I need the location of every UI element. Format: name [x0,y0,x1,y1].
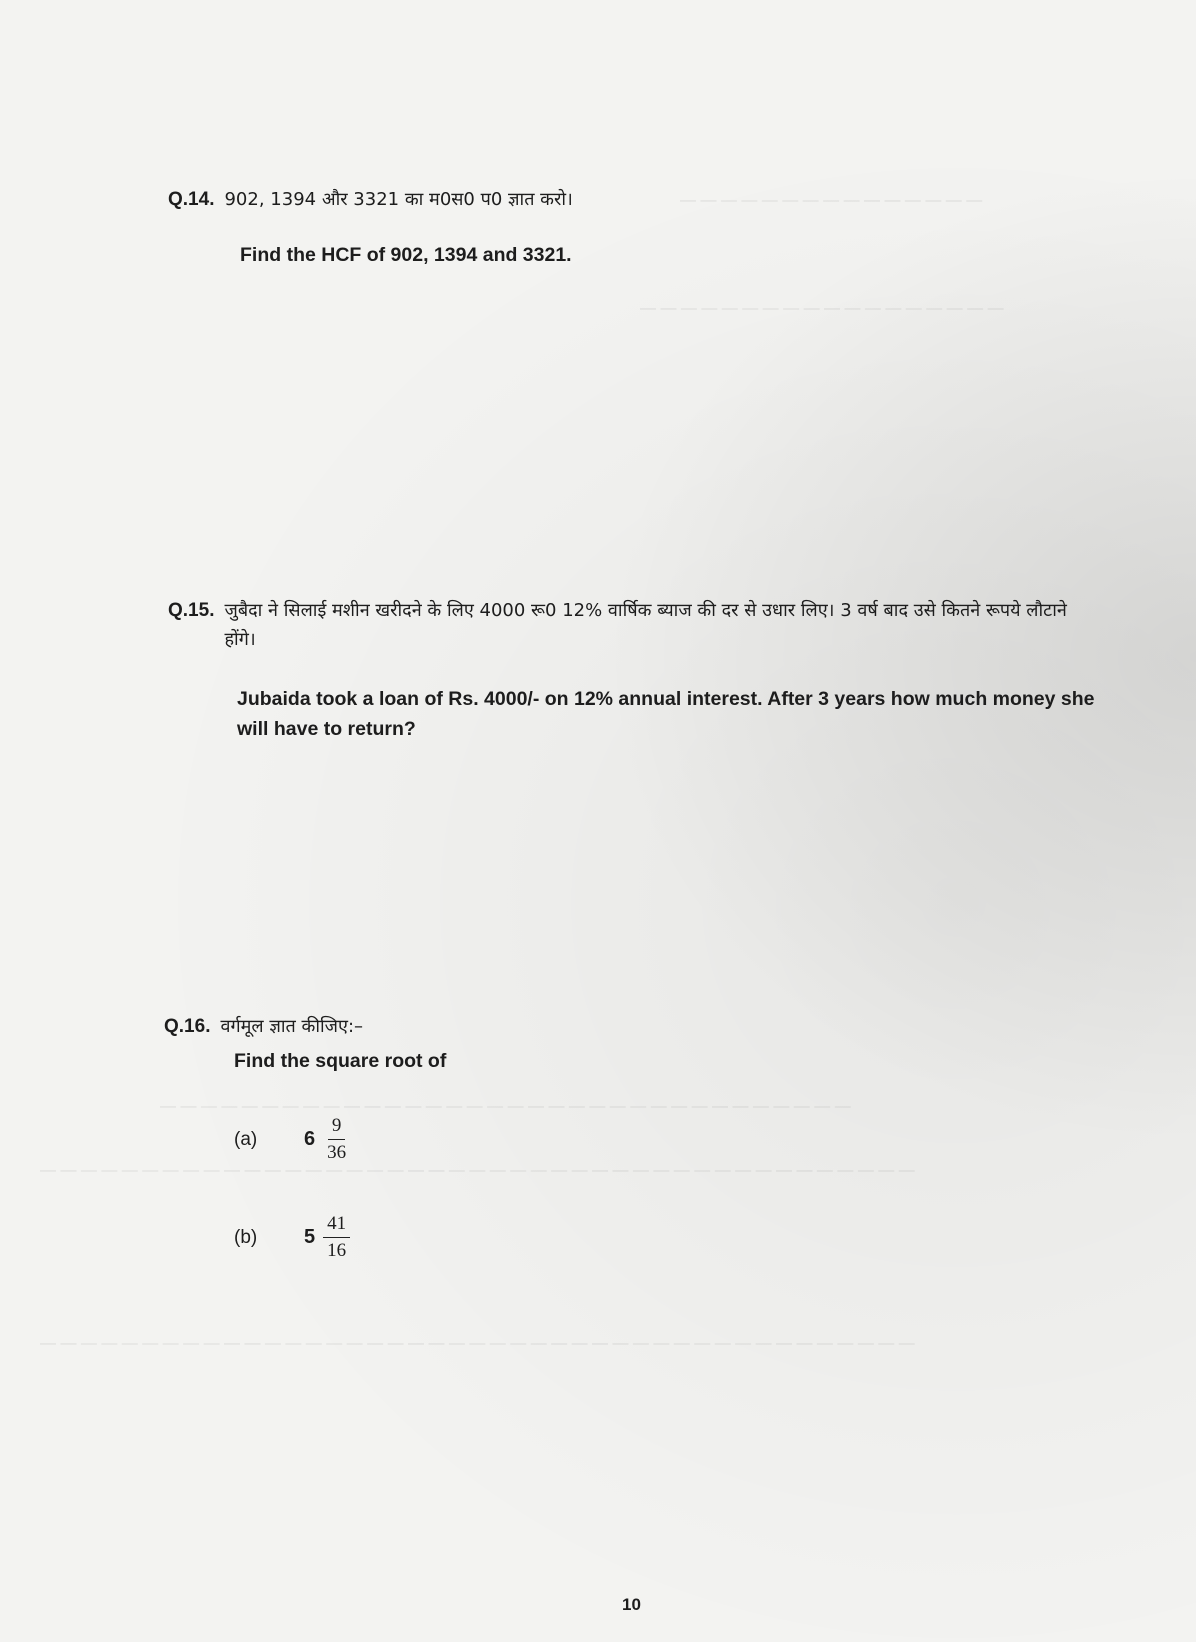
question-16-part-a [234,1115,350,1164]
bleed-through-3: — — — — — — — — — — — — — — — — — — — — — — — — — — — — — — — — — — [160,1098,851,1115]
bleed-through-1: — — — — — — — — — — — — — — — [680,192,983,209]
part-a-numerator: 9 [328,1115,346,1140]
part-a-label: (a) [234,1128,258,1150]
question-14-english-text: Find the HCF of 902, 1394 and 3321. [240,244,572,266]
part-a-whole: 6 [304,1128,316,1150]
question-15-hindi-text: जुबैदा ने सिलाई मशीन खरीदने के लिए 4000 रू0 12% वार्षिक ब्याज की दर से उधार लिए। 3 वर्ष बाद उसे कितने रूपये लौटाने होंगे। [224,600,1067,650]
part-b-whole: 5 [304,1226,316,1248]
bleed-through-4: — — — — — — — — — — — — — — — — — — — — — — — — — — — — — — — — — — — — — — — — — — — [40,1162,915,1179]
question-14-number: Q.14. [168,189,215,210]
question-16-hindi-text: वर्गमूल ज्ञात कीजिए:– [220,1016,364,1037]
question-14-hindi-text: 902, 1394 और 3321 का म0स0 प0 ज्ञात करो। [224,189,573,210]
question-15-english-text: Jubaida took a loan of Rs. 4000/- on 12% annual interest. After 3 years how much money she will have to return? [237,688,1095,740]
part-a-mixed-number [304,1115,350,1164]
part-a-denominator: 36 [327,1142,347,1163]
question-14-hindi-row [168,185,1068,214]
part-b-mixed-number [304,1213,350,1262]
question-15-hindi-row [168,596,1108,654]
question-15-number: Q.15. [168,600,215,621]
part-b-label: (b) [234,1226,258,1248]
question-16-hindi-row [164,1012,1064,1041]
bleed-through-2: — — — — — — — — — — — — — — — — — — [640,300,1004,317]
question-16-number: Q.16. [164,1016,211,1037]
question-16-english-text: Find the square root of [234,1050,447,1072]
part-b-fraction [323,1213,350,1262]
page-number: 10 [622,1595,641,1614]
part-b-numerator: 41 [323,1213,350,1238]
part-a-fraction [323,1115,350,1164]
bleed-through-5: — — — — — — — — — — — — — — — — — — — — — — — — — — — — — — — — — — — — — — — — — — — [40,1335,915,1352]
part-b-denominator: 16 [327,1240,347,1261]
question-16-part-b [234,1213,350,1262]
